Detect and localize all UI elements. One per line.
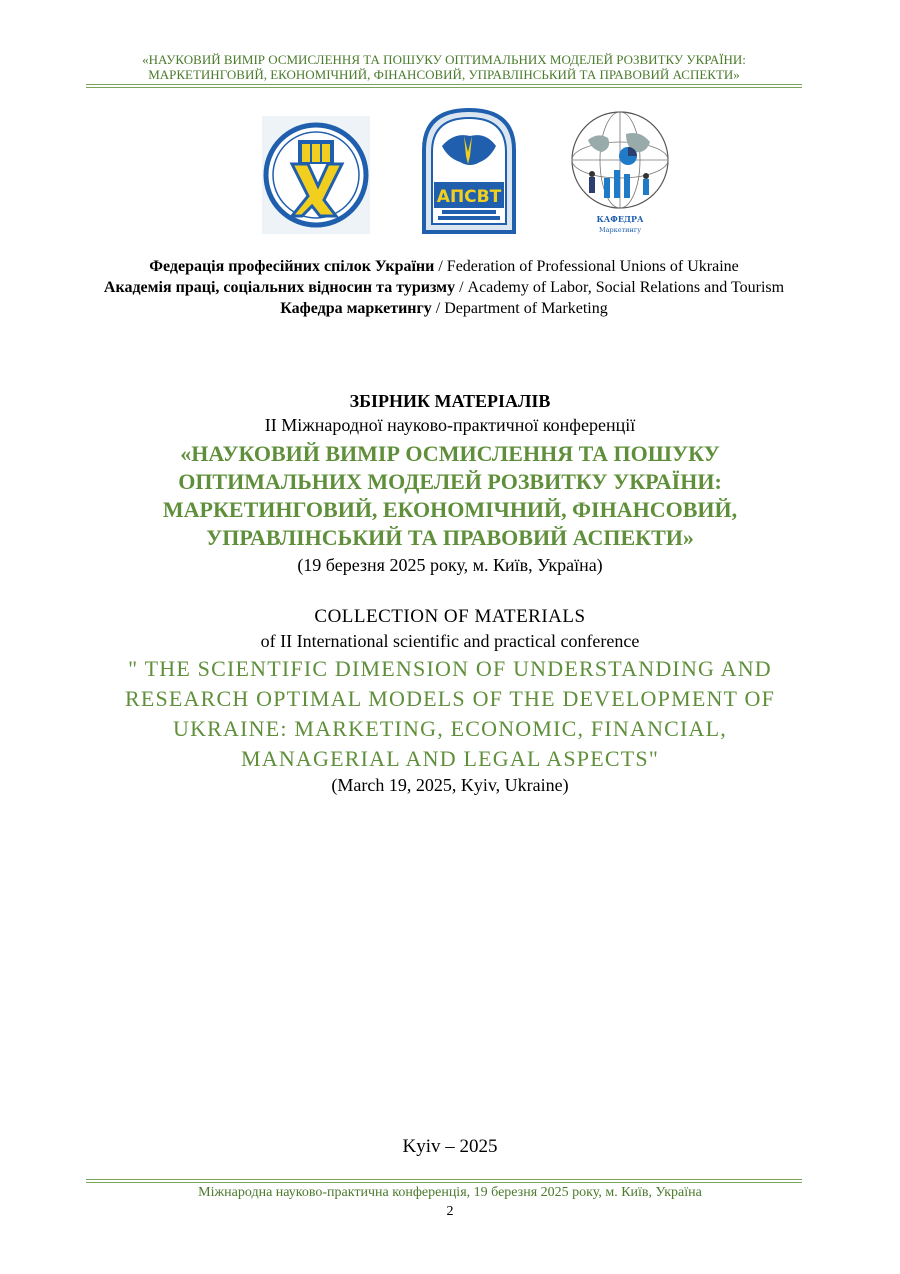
collection-title-en: COLLECTION OF MATERIALS [314,606,586,627]
header-line-2: МАРКЕТИНГОВИЙ, ЕКОНОМІЧНИЙ, ФІНАНСОВИЙ, УПРАВЛІНСЬКИЙ ТА ПРАВОВИЙ АСПЕКТИ» [148,67,740,82]
conference-name-uk-line-2: ОПТИМАЛЬНИХ МОДЕЛЕЙ РОЗВИТКУ УКРАЇНИ: [178,469,722,494]
logo-row [0,104,900,240]
org-federation-uk: Федерація професійних спілок України [149,258,435,275]
publication-place: Kyiv – 2025 [402,1136,498,1157]
org-academy-en: / Academy of Labor, Social Relations and Tourism [455,279,785,296]
page-number: 2 [446,1204,454,1219]
conference-name-en-line-3: UKRAINE: MARKETING, ECONOMIC, FINANCIAL, [173,716,727,741]
org-department-uk: Кафедра маркетингу [280,300,432,317]
conference-name-en [86,654,814,774]
marketing-department-logo-icon [568,104,672,240]
footer-rule [86,1179,802,1183]
conference-name-uk-line-3: МАРКЕТИНГОВИЙ, ЕКОНОМІЧНИЙ, ФІНАНСОВИЙ, [162,497,738,522]
conference-name-uk-line-4: УПРАВЛІНСЬКИЙ ТА ПРАВОВИЙ АСПЕКТИ» [206,525,694,550]
federation-emblem-icon [262,116,370,234]
org-academy [86,277,802,298]
organizations-block [86,256,802,319]
marketing-logo-line-1: КАФЕДРА [596,214,644,224]
conference-name-en-line-1: " THE SCIENTIFIC DIMENSION OF UNDERSTANDING AND [128,656,772,681]
conference-date-en: (March 19, 2025, Kyiv, Ukraine) [331,775,569,795]
org-federation [86,256,802,277]
conference-subtitle-uk: ІІ Міжнародної науково-практичної конференції [264,415,636,435]
header-line-1: «НАУКОВИЙ ВИМІР ОСМИСЛЕННЯ ТА ПОШУКУ ОПТИМАЛЬНИХ МОДЕЛЕЙ РОЗВИТКУ УКРАЇНИ: [142,52,746,67]
apsvt-logo-icon [420,106,518,234]
collection-title-uk: ЗБІРНИК МАТЕРІАЛІВ [349,391,551,411]
org-department [86,298,802,319]
conference-date-uk: (19 березня 2025 року, м. Київ, Україна) [297,555,603,575]
apsvt-logo-text: АПСВТ [436,187,502,207]
running-header [86,52,802,82]
conference-name-en-line-4: MANAGERIAL AND LEGAL ASPECTS" [241,746,659,771]
org-federation-en: / Federation of Professional Unions of Ukraine [434,258,739,275]
conference-name-en-line-2: RESEARCH OPTIMAL MODELS OF THE DEVELOPMENT OF [124,686,776,711]
conference-subtitle-en: of II International scientific and practical conference [260,631,640,651]
org-academy-uk: Академія праці, соціальних відносин та туризму [103,279,456,296]
marketing-logo-line-2: Маркетингу [598,226,642,234]
conference-name-uk [86,440,814,552]
header-rule [86,84,802,88]
running-footer: Міжнародна науково-практична конференція, 19 березня 2025 року, м. Київ, Україна [198,1185,702,1200]
conference-name-uk-line-1: «НАУКОВИЙ ВИМІР ОСМИСЛЕННЯ ТА ПОШУКУ [180,441,720,466]
org-department-en: / Department of Marketing [431,300,608,317]
